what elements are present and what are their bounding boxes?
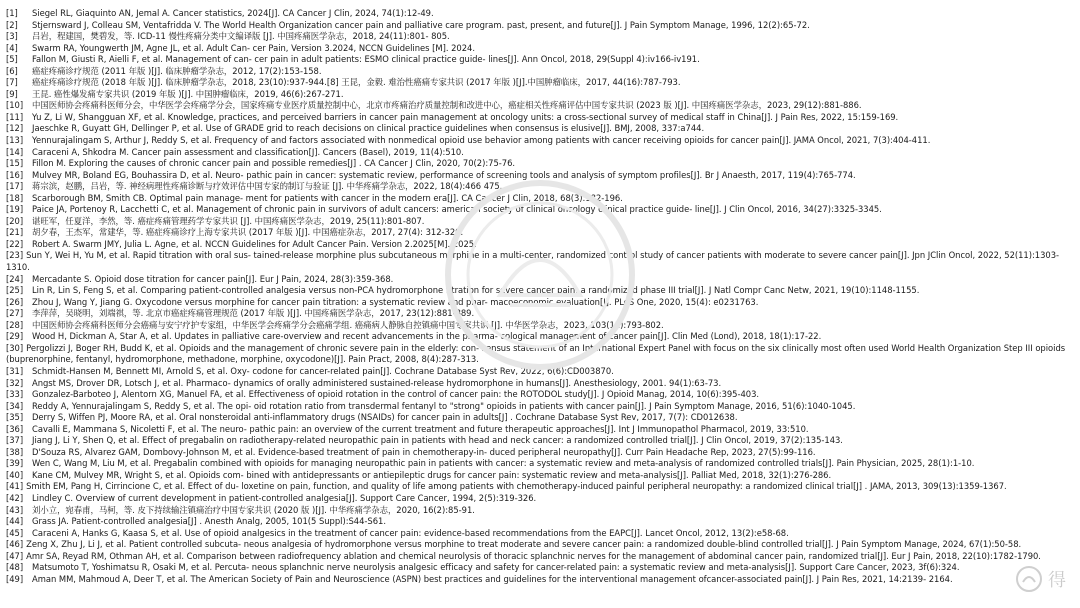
reference-text: 中国医师协会疼痛科医师分会癌痛与安宁疗护专家组，中华医学会疼痛学分会癌痛学组. 癌痛病人静脉自控镇痛中国专家共识 [J]. 中华医学杂志，2023, 103(11):793-802.	[32, 319, 664, 330]
reference-text: 王昆. 癌性爆发痛专家共识 (2019 年版 )[J]. 中国肿瘤临床，2019, 46(6):267-271.	[32, 88, 344, 99]
reference-text: Stjernsward J, Colleau SM, Ventafridda V. The World Health Organization cancer pain and palliative care program. past, present, and future[J]. J Pain Symptom Manage, 1996, 12(2):65-72.	[32, 19, 810, 30]
corner-watermark-text: 得	[1048, 570, 1066, 591]
reference-item	[6, 170, 1072, 182]
reference-text: Wood H, Dickman A, Star A, et al. Updates in palliative care-overview and recent advancements in the pharma- cological management of cancer pain[J]. Clin Med (Lond), 2018, 18(1):17-22.	[32, 331, 822, 342]
reference-item	[6, 100, 1072, 112]
reference-number: [40]	[6, 469, 24, 480]
reference-number: [9]	[6, 88, 18, 99]
reference-text: Paice JA, Portenoy R, Lacchetti C, et al. Management of chronic pain in survivors of adult cancers: american society of clinical oncology clinical practice guide- line[J]. J Clin Oncol, 2016, 34(27):3325-3345.	[32, 204, 882, 215]
reference-number: [41]	[6, 481, 24, 492]
reference-number: [39]	[6, 458, 24, 469]
reference-item	[6, 31, 1072, 43]
reference-item	[6, 20, 1072, 32]
reference-text: 蒋宗滨，赵鹏，吕岩，等. 神经病理性疼痛诊断与疗效评估中国专家的制订与验证 [J]. 中华疼痛学杂志，2022, 18(4):466 475.	[32, 181, 503, 192]
reference-number: [12]	[6, 123, 24, 134]
reference-text: Yennurajalingam S, Arthur J, Reddy S, et al. Frequency of and factors associated with nonmedical opioid use behavior among patients with cancer receiving opioids for cancer pain[J]. JAMA Oncol, 2021, 7(3):404-411.	[32, 135, 931, 146]
reference-item	[6, 331, 1072, 343]
reference-number: [27]	[6, 308, 24, 319]
reference-text: D'Souza RS, Alvarez GAM, Dombovy-Johnson M, et al. Evidence-based treatment of pain in chemotherapy-in- duced peripheral neuropathy[J]. Curr Pain Headache Rep, 2023, 27(5):99-116.	[32, 446, 816, 457]
reference-number: [5]	[6, 54, 18, 65]
reference-item	[6, 43, 1072, 55]
reference-number: [18]	[6, 192, 24, 203]
reference-item	[6, 216, 1072, 228]
reference-item	[6, 343, 1072, 366]
reference-number: [26]	[6, 296, 24, 307]
reference-number: [11]	[6, 111, 24, 122]
reference-text: Derry S, Wiffen PJ, Moore RA, et al. Oral nonsteroidal anti-inflammatory drugs (NSAIDs) for cancer pain in adults[J] . Cochrane Database Syst Rev, 2017, 7(7): CD012638.	[32, 412, 738, 423]
reference-item	[6, 470, 1072, 482]
reference-text: 吕岩，程建国，樊碧发，等. ICD-11 慢性疼痛分类中文编译版 [J]. 中国疼痛医学杂志，2018, 24(11):801- 805.	[32, 31, 450, 42]
reference-text: Mercadante S. Opioid dose titration for cancer pain[J]. Eur J Pain, 2024, 28(3):359-368.	[32, 273, 394, 284]
reference-text: 李萍萍，吴晓明，刘端祺，等. 北京市癌症疼痛管理规范 (2017 年版 )[J]. 中国疼痛医学杂志，2017, 23(12):881-889.	[32, 308, 475, 319]
reference-item	[6, 274, 1072, 286]
reference-item	[6, 66, 1072, 78]
reference-number: [42]	[6, 492, 24, 503]
reference-number: [13]	[6, 135, 24, 146]
reference-item	[6, 239, 1072, 251]
reference-text: Lin R, Lin S, Feng S, et al. Comparing patient-controlled analgesia versus non-PCA hydromorphone titration for severe cancer pain: a randomized phase III trial[J]. J Natl Compr Canc Netw, 2021, 19(10):1148-1155.	[32, 285, 920, 296]
reference-number: [19]	[6, 204, 24, 215]
reference-number: [32]	[6, 377, 24, 388]
reference-item	[6, 378, 1072, 390]
reference-list	[6, 8, 1072, 585]
reference-item	[6, 574, 1072, 586]
reference-number: [43]	[6, 504, 24, 515]
reference-number: [16]	[6, 169, 24, 180]
reference-number: [7]	[6, 77, 18, 88]
reference-item	[6, 123, 1072, 135]
reference-number: [25]	[6, 285, 24, 296]
reference-item	[6, 424, 1072, 436]
reference-number: [10]	[6, 100, 24, 111]
reference-item	[6, 135, 1072, 147]
reference-number: [1]	[6, 8, 18, 18]
reference-item	[6, 308, 1072, 320]
reference-item	[6, 8, 1072, 20]
reference-number: [14]	[6, 146, 24, 157]
reference-item	[6, 366, 1072, 378]
reference-item	[6, 181, 1072, 193]
reference-text: Caraceni A, Shkodra M. Cancer pain assessment and classification[J]. Cancers (Basel), 2019, 11(4):510.	[32, 146, 464, 157]
reference-number: [38]	[6, 446, 24, 457]
reference-item	[6, 551, 1072, 563]
reference-text: 癌症疼痛诊疗规范 (2018 年版 )[J]. 临床肿瘤学杂志，2018, 23(10):937-944.[8] 王昆，金毅. 难治性癌痛专家共识 (2017 年版 )[J].中国肿瘤临床，2017, 44(16):787-793.	[32, 77, 681, 88]
reference-number: [22]	[6, 238, 24, 249]
reference-item	[6, 297, 1072, 309]
reference-number: [2]	[6, 19, 18, 30]
reference-text: Gonzalez-Barboteo J, Alentorn XG, Manuel FA, et al. Effectiveness of opioid rotation in the control of cancer pain: the ROTODOL study[J]. J Opioid Manag, 2014, 10(6):395-403.	[32, 389, 760, 400]
reference-number: [46]	[6, 539, 24, 550]
reference-text: Sun Y, Wei H, Yu M, et al. Rapid titration with oral sus- tained-release morphine plus subcutaneous morphine in a multi-center, randomized control study of cancer patients with moderate to severe cancer pain[J]. Jpn JClin Oncol, 2022, 52(11):1303-1310.	[6, 250, 1060, 273]
reference-text: Jaeschke R, Guyatt GH, Dellinger P, et al. Use of GRADE grid to reach decisions on clinical practice guidelines when consensus is elusive[J]. BMJ, 2008, 337:a744.	[32, 123, 705, 134]
reference-number: [30]	[6, 342, 24, 353]
reference-text: Scarborough BM, Smith CB. Optimal pain manage- ment for patients with cancer in the modern era[J]. CA Cancer J Clin, 2018, 68(3):182-196.	[32, 192, 623, 203]
reference-text: Fallon M, Giusti R, Aielli F, et al. Management of can- cer pain in adult patients: ESMO clinical practice guide- lines[J]. Ann Oncol, 2018, 29(Suppl 4):iv166-iv191.	[32, 54, 700, 65]
reference-number: [21]	[6, 227, 24, 238]
reference-item	[6, 320, 1072, 332]
reference-text: Cavalli E, Mammana S, Nicoletti F, et al. The neuro- pathic pain: an overview of the current treatment and future therapeutic approaches[J]. Int J Immunopathol Pharmacol, 2019, 33:510.	[32, 423, 809, 434]
reference-text: Pergolizzi J, Boger RH, Budd K, et al. Opioids and the management of chronic severe pain in the elderly: con- sensus statement of an International Expert Panel with focus on the six clinically most often used World Health Organization Step III opioids (buprenorphine, fentanyl, hydromorphone, methadone, morphine, oxycodone)[J]. Pain Pract, 2008, 8(4):287-313.	[6, 342, 1066, 365]
reference-item	[6, 54, 1072, 66]
reference-text: Swarm RA, Youngwerth JM, Agne JL, et al. Adult Can- cer Pain, Version 3.2024, NCCN Guidelines [M]. 2024.	[32, 42, 476, 53]
reference-text: Grass JA. Patient-controlled analgesia[J] . Anesth Analg, 2005, 101(5 Suppl):S44-S61.	[32, 516, 386, 527]
reference-number: [37]	[6, 435, 24, 446]
reference-number: [4]	[6, 42, 18, 53]
reference-item	[6, 147, 1072, 159]
reference-item	[6, 412, 1072, 424]
reference-number: [3]	[6, 31, 18, 42]
reference-item	[6, 285, 1072, 297]
reference-item	[6, 516, 1072, 528]
reference-text: Caraceni A, Hanks G, Kaasa S, et al. Use of opioid analgesics in the treatment of cancer pain: evidence-based recommendations from the EAPC[J]. Lancet Oncol, 2012, 13(2):e58-68.	[32, 527, 789, 538]
reference-number: [15]	[6, 158, 24, 169]
reference-text: 癌症疼痛诊疗规范 (2011 年版 )[J]. 临床肿瘤学杂志，2012, 17(2):153-158.	[32, 65, 322, 76]
reference-number: [36]	[6, 423, 24, 434]
reference-text: 谌旺军，任夏洋，李然，等. 癌症疼痛管理药学专家共识 [J]. 中国疼痛医学杂志，2019, 25(11):801-807.	[32, 215, 425, 226]
reference-item	[6, 458, 1072, 470]
reference-text: Zhou J, Wang Y, Jiang G. Oxycodone versus morphine for cancer pain titration: a systematic review and phar- macoeconomic evaluation[J]. PLoS One, 2020, 15(4): e0231763.	[32, 296, 759, 307]
reference-number: [34]	[6, 400, 24, 411]
reference-text: Robert A. Swarm JMY, Julia L. Agne, et al. NCCN Guidelines for Adult Cancer Pain. Version 2.2025[M]. 2025.	[32, 238, 477, 249]
reference-text: 刘小立，宛春甫，马柯，等. 皮下持续输注镇痛治疗中国专家共识 (2020 版 )[J]. 中华疼痛学杂志，2020, 16(2):85-91.	[32, 504, 475, 515]
reference-number: [49]	[6, 573, 24, 584]
reference-text: Aman MM, Mahmoud A, Deer T, et al. The American Society of Pain and Neuroscience (ASPN) best practices and guidelines for the interventional management ofcancer-associated pain[J]. J Pain Res, 2021, 14:2139- 2164.	[32, 573, 953, 584]
reference-number: [28]	[6, 319, 24, 330]
reference-item	[6, 193, 1072, 205]
reference-number: [24]	[6, 273, 24, 284]
reference-item	[6, 447, 1072, 459]
reference-text: 中国医师协会疼痛科医师分会，中华医学会疼痛学分会，国家疼痛专业医疗质量控制中心，北京市疼痛治疗质量控制和改进中心，癌症相关性疼痛评估中国专家共识 (2023 版 )[J]. 中国疼痛医学杂志，2023, 29(12):881-886.	[32, 100, 862, 111]
reference-item	[6, 493, 1072, 505]
reference-number: [33]	[6, 389, 24, 400]
reference-text: Matsumoto T, Yoshimatsu R, Osaki M, et al. Percuta- neous splanchnic nerve neurolysis analgesic efficacy and safety for cancer-related pain: a systematic review and meta-analysis[J]. Support Care Cancer, 2023, 3f(6):324.	[32, 562, 960, 573]
reference-item	[6, 539, 1072, 551]
reference-item	[6, 204, 1072, 216]
reference-text: Zeng X, Zhu J, Li J, et al. Patient controlled subcuta- neous analgesia of hydromorphone versus morphine to treat moderate and severe cancer pain: a randomized double-blind controlled trial[J]. J Pain Symptom Manage, 2024, 67(1):50-58.	[26, 539, 1022, 550]
reference-item	[6, 250, 1072, 273]
reference-number: [44]	[6, 516, 24, 527]
reference-text: Siegel RL, Giaquinto AN, Jemal A. Cancer statistics, 2024[J]. CA Cancer J Clin, 2024, 74(1):12-49.	[32, 8, 434, 18]
reference-number: [17]	[6, 181, 24, 192]
reference-item	[6, 528, 1072, 540]
reference-number: [31]	[6, 365, 24, 376]
reference-text: Yu Z, Li W, Shangguan XF, et al. Knowledge, practices, and perceived barriers in cancer pain management at oncology units: a cross-sectional survey of medical staff in China[J]. J Pain Res, 2022, 15:159-169.	[32, 111, 899, 122]
reference-number: [6]	[6, 65, 18, 76]
reference-item	[6, 227, 1072, 239]
reference-item	[6, 505, 1072, 517]
reference-text: Jiang J, Li Y, Shen Q, et al. Effect of pregabalin on radiotherapy-related neuropathic pain in patients with head and neck cancer: a randomized controlled trial[J]. J Clin Oncol, 2019, 37(2):135-143.	[32, 435, 843, 446]
reference-number: [48]	[6, 562, 24, 573]
reference-text: Angst MS, Drover DR, Lotsch J, et al. Pharmaco- dynamics of orally administered sustained-release hydromorphone in humans[J]. Anesthesiology, 2001. 94(1):63-73.	[32, 377, 722, 388]
reference-text: Amr SA, Reyad RM, Othman AH, et al. Comparison between radiofrequency ablation and chemical neurolysis of thoracic splanchnic nerves for the management of abdominal cancer pain, randomized trial[J]. Eur J Pain, 2018, 22(10):1782-1790.	[26, 550, 1041, 561]
reference-item	[6, 435, 1072, 447]
reference-number: [35]	[6, 412, 24, 423]
reference-number: [20]	[6, 215, 24, 226]
reference-item	[6, 89, 1072, 101]
reference-text: Kane CM, Mulvey MR, Wright S, et al. Opioids com- bined with antidepressants or antiepileptic drugs for cancer pain: systematic review and meta-analysis[J]. Palliat Med, 2018, 32(1):276-286.	[32, 469, 832, 480]
reference-item	[6, 77, 1072, 89]
reference-text: Fillon M. Exploring the causes of chronic cancer pain and possible remedies[J] . CA Cancer J Clin, 2020, 70(2):75-76.	[32, 158, 516, 169]
reference-item	[6, 401, 1072, 413]
reference-text: Schmidt-Hansen M, Bennett MI, Arnold S, et al. Oxy- codone for cancer-related pain[J]. Cochrane Database Syst Rev, 2022, 6(6):CD003870.	[32, 365, 614, 376]
reference-text: Smith EM, Pang H, Cirrincione C, et al. Effect of du- loxetine on pain, function, and quality of life among patients with chemotherapy-induced painful peripheral neuropathy: a randomized clinical trial[J] . JAMA, 2013, 309(13):1359-1367.	[26, 481, 1007, 492]
reference-item	[6, 389, 1072, 401]
reference-text: Reddy A, Yennurajalingam S, Reddy S, et al. The opi- oid rotation ratio from transdermal fentanyl to "strong" opioids in patients with cancer pain[J]. J Pain Symptom Manage, 2016, 51(6):1040-1045.	[32, 400, 856, 411]
reference-text: 胡夕春，王杰军，常建华，等. 癌症疼痛诊疗上海专家共识 (2017 年版 )[J]. 中国癌症杂志，2017, 27(4): 312-320.	[32, 227, 464, 238]
reference-number: [45]	[6, 527, 24, 538]
reference-text: Mulvey MR, Boland EG, Bouhassira D, et al. Neuro- pathic pain in cancer: systematic review, performance of screening tools and analysis of symptom profiles[J]. Br J Anaesth, 2017, 119(4):765-774.	[32, 169, 856, 180]
reference-text: Wen C, Wang M, Liu M, et al. Pregabalin combined with opioids for managing neuropathic pain in patients with cancer: a systematic review and meta-analysis of randomized controlled trials[J]. Pain Physician, 2025, 28(1):1-10.	[32, 458, 975, 469]
reference-number: [23]	[6, 250, 24, 261]
reference-text: Lindley C. Overview of current development in patient-controlled analgesia[J]. Support Care Cancer, 1994, 2(5):319-326.	[32, 492, 537, 503]
reference-item	[6, 158, 1072, 170]
reference-item	[6, 562, 1072, 574]
reference-number: [29]	[6, 331, 24, 342]
reference-number: [47]	[6, 550, 24, 561]
reference-item	[6, 481, 1072, 493]
reference-item	[6, 112, 1072, 124]
